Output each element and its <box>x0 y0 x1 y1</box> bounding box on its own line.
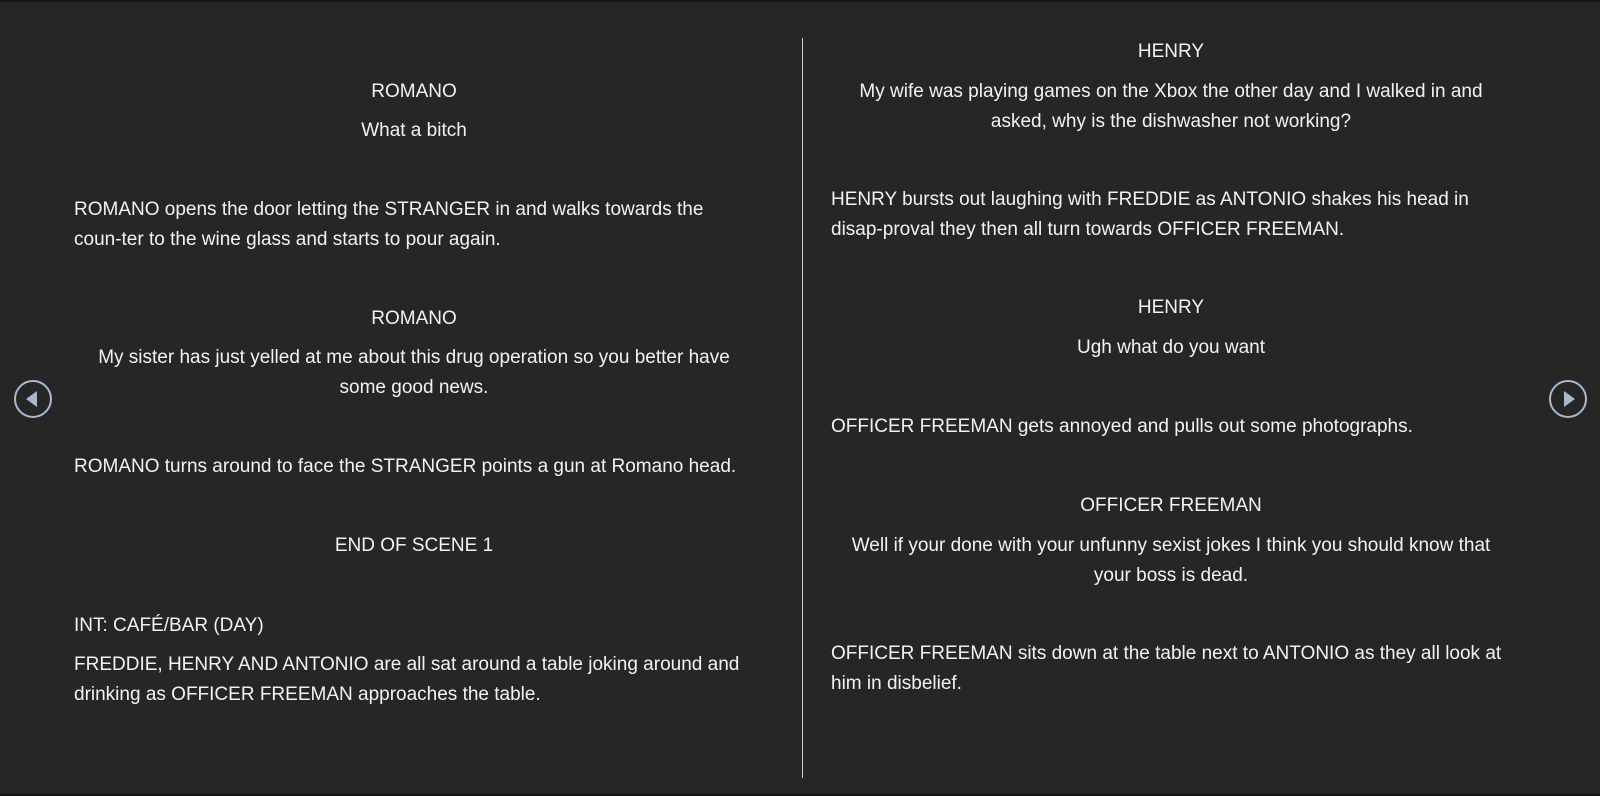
action-line: HENRY bursts out laughing with FREDDIE as ANTONIO shakes his head in disap-proval they then all turn towards OFFICER FREEMAN. <box>831 189 1469 240</box>
transition-line: END OF SCENE 1 <box>334 535 494 556</box>
character-name: OFFICER FREEMAN <box>1080 495 1262 516</box>
page-divider <box>802 38 803 778</box>
chevron-right-circle-icon <box>1564 391 1575 407</box>
dialogue-line: My sister has just yelled at me about this drug operation so you better have some good news. <box>98 347 730 398</box>
character-name: ROMANO <box>371 81 457 102</box>
character-name: HENRY <box>1137 297 1205 318</box>
previous-page-button[interactable] <box>14 380 52 418</box>
character-name: HENRY <box>1137 41 1205 62</box>
dialogue-line: Well if your done with your unfunny sexist jokes I think you should know that your boss is dead. <box>851 535 1491 586</box>
scene-heading: INT: CAFÉ/BAR (DAY) <box>74 615 264 636</box>
dialogue-line: Ugh what do you want <box>1076 337 1265 358</box>
character-name: ROMANO <box>371 308 457 329</box>
next-page-button[interactable] <box>1549 380 1587 418</box>
chevron-left-circle-icon <box>26 391 37 407</box>
dialogue-line: What a bitch <box>361 120 467 141</box>
action-line: OFFICER FREEMAN gets annoyed and pulls out some photographs. <box>831 416 1413 437</box>
action-line: OFFICER FREEMAN sits down at the table next to ANTONIO as they all look at him in disbelief. <box>831 643 1502 694</box>
action-line: FREDDIE, HENRY AND ANTONIO are all sat around a table joking around and drinking as OFFICER FREEMAN approaches the table. <box>74 654 740 705</box>
dialogue-line: My wife was playing games on the Xbox the other day and I walked in and asked, why is the dishwasher not working? <box>859 81 1483 132</box>
action-line: ROMANO opens the door letting the STRANGER in and walks towards the coun-ter to the wine glass and starts to pour again. <box>74 199 704 250</box>
action-line: ROMANO turns around to face the STRANGER points a gun at Romano head. <box>74 456 737 477</box>
